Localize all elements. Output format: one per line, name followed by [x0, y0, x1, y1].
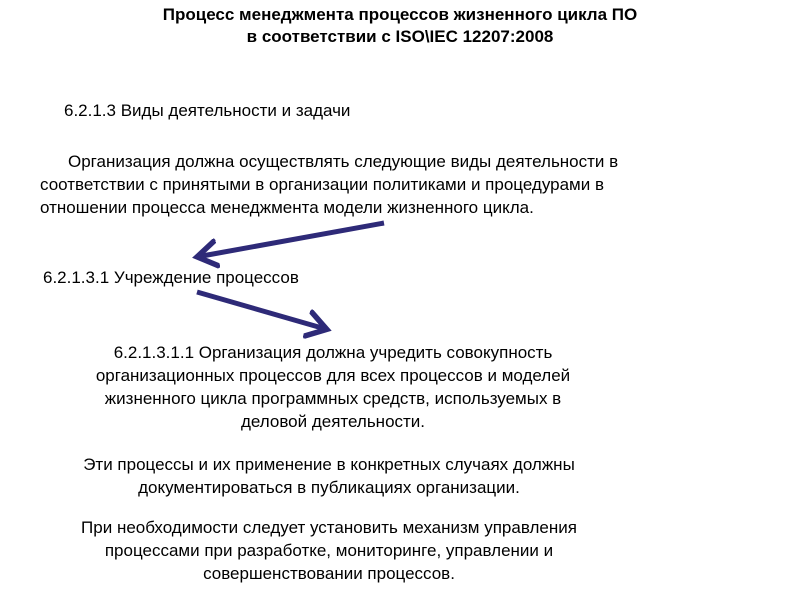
subsection-heading: 6.2.1.3.1 Учреждение процессов — [43, 268, 299, 287]
item-line-3: жизненного цикла программных средств, используемых в — [104, 389, 562, 408]
mechanism-line-1: При необходимости следует установить механизм управления — [81, 518, 577, 537]
intro-line-1: Организация должна осуществлять следующие виды деятельности в — [68, 152, 619, 171]
intro-line-2: соответствии с принятыми в организации политиками и процедурами в — [40, 175, 604, 194]
item-line-4: деловой деятельности. — [240, 412, 426, 431]
title-line-1: Процесс менеджмента процессов жизненного цикла ПО — [162, 5, 638, 24]
mechanism-line-3: совершенствовании процессов. — [203, 564, 455, 583]
section-heading: 6.2.1.3 Виды деятельности и задачи — [64, 101, 351, 120]
item-line-2: организационных процессов для всех процессов и моделей — [95, 366, 571, 385]
documentation-line-2: документироваться в публикациях организации. — [138, 478, 520, 497]
arrow-to-subsection — [202, 223, 384, 256]
intro-line-3: отношении процесса менеджмента модели жизненного цикла. — [40, 198, 534, 217]
arrow-to-item — [197, 292, 322, 328]
mechanism-line-2: процессами при разработке, мониторинге, управлении и — [104, 541, 554, 560]
documentation-line-1: Эти процессы и их применение в конкретных случаях должны — [83, 455, 575, 474]
item-line-1: 6.2.1.3.1.1 Организация должна учредить совокупность — [113, 343, 553, 362]
title-line-2: в соответствии с ISO\IEC 12207:2008 — [246, 27, 554, 46]
